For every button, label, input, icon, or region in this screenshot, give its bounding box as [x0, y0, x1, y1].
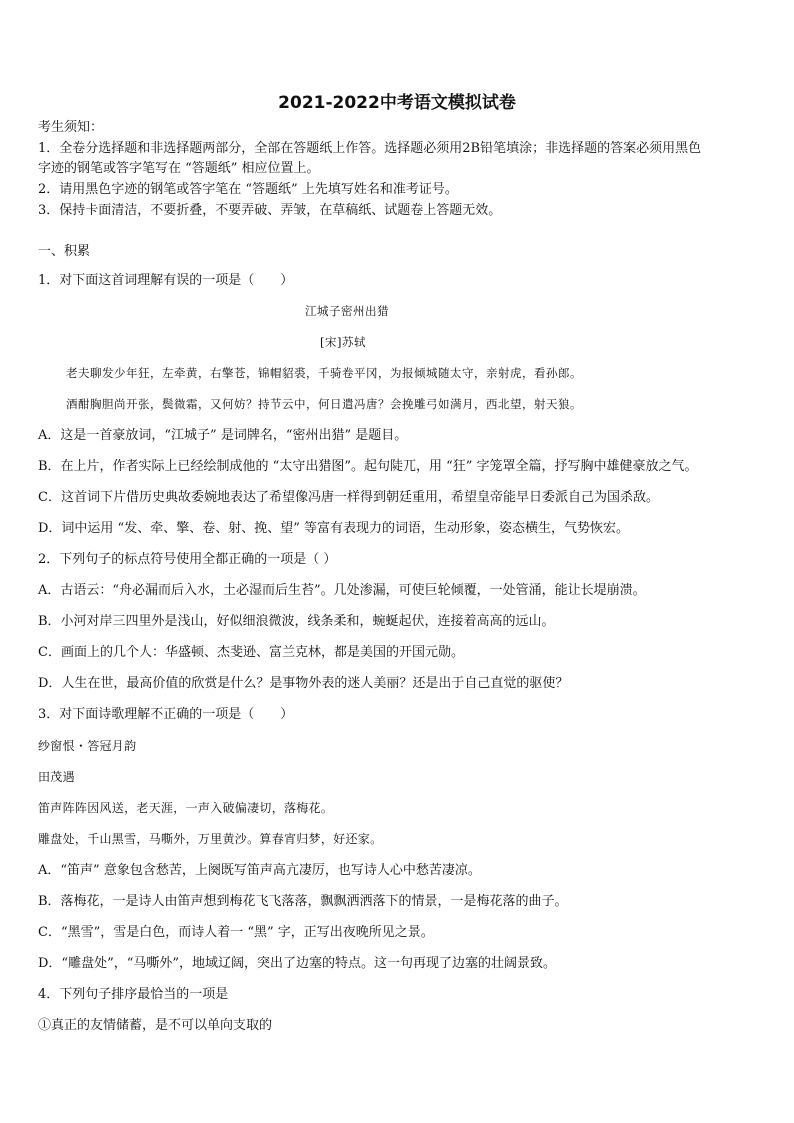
notice-item-1a: 1．全卷分选择题和非选择题两部分，全部在答题纸上作答。选择题必须用2B铅笔填涂；非选择题的答案必须用黑色 — [38, 141, 702, 156]
question-3-option-d: D．“雕盘处”，“马嘶外”，地域辽阔，突出了边塞的特点。这一句再现了边塞的壮阔景致。 — [38, 956, 557, 971]
question-1-stem: 1．对下面这首词理解有误的一项是（ ） — [38, 273, 294, 288]
question-4-item-1: ①真正的友情储蓄，是不可以单向支取的 — [38, 1018, 273, 1033]
notice-item-2: 2．请用黑色字迹的钢笔或答字笔在 “答题纸” 上先填写姓名和准考证号。 — [38, 182, 458, 197]
poem-1-title: 江城子密州出猎 — [305, 304, 389, 318]
question-1-option-d: D．词中运用 “发、牵、擎、卷、射、挽、望” 等富有表现力的词语，生动形象，姿态横生，气势恢宏。 — [38, 521, 629, 536]
question-3-option-b: B．落梅花，一是诗人由笛声想到梅花飞飞落落，飘飘洒洒落下的情景，一是梅花落的曲子。 — [38, 894, 568, 909]
question-2-option-c: C．画面上的几个人：华盛顿、杰斐逊、富兰克林，都是美国的开国元勋。 — [38, 645, 464, 660]
question-3-option-c: C．“黑雪”，雪是白色，而诗人着一 “黑” 字，正写出夜晚所见之景。 — [38, 925, 434, 940]
question-4-stem: 4．下列句子排序最恰当的一项是 — [38, 987, 229, 1002]
page-title: 2021-2022中考语文模拟试卷 — [278, 93, 516, 113]
section-heading: 一、积累 — [38, 244, 91, 259]
question-2-option-b: B．小河对岸三四里外是浅山，好似细浪微波，线条柔和，蜿蜒起伏，连接着高高的远山。 — [38, 614, 555, 629]
poem-3-line-1: 笛声阵阵因风送，老天涯，一声入破偏凄切，落梅花。 — [38, 801, 334, 815]
question-1-option-c: C．这首词下片借历史典故委婉地表达了希望像冯唐一样得到朝廷重用，希望皇帝能早日委派自己为国杀敌。 — [38, 490, 659, 505]
poem-1-author: [宋]苏轼 — [320, 335, 366, 349]
poem-1-line-1: 老夫聊发少年狂，左牵黄，右擎苍，锦帽貂裘，千骑卷平冈，为报倾城随太守，亲射虎，看孙郎。 — [66, 366, 582, 380]
question-3-stem: 3．对下面诗歌理解不正确的一项是（ ） — [38, 707, 294, 722]
question-3-option-a: A．“笛声” 意象包含愁苦，上阕既写笛声高亢凄厉，也写诗人心中愁苦凄凉。 — [38, 863, 481, 878]
poem-3-line-2: 雕盘处，千山黑雪，马嘶外，万里黄沙。算春宵归梦，好还家。 — [38, 832, 383, 846]
notice-item-3: 3．保持卡面清洁，不要折叠，不要弄破、弄皱，在草稿纸、试题卷上答题无效。 — [38, 203, 502, 218]
poem-3-author: 田茂遇 — [38, 770, 75, 784]
poem-1-line-2: 酒酣胸胆尚开张，鬓微霜，又何妨？持节云中，何日遣冯唐？会挽雕弓如满月，西北望，射天狼。 — [66, 397, 582, 411]
notice-heading: 考生须知： — [38, 120, 104, 135]
question-2-option-d: D．人生在世，最高价值的欣赏是什么？是事物外表的迷人美丽？还是出于自己直觉的驱使？ — [38, 676, 569, 691]
poem-3-title: 纱窗恨・答冠月韵 — [38, 739, 137, 753]
question-1-option-b: B．在上片，作者实际上已经绘制成他的 “太守出猎图”。起句陡兀，用 “狂” 字笼罩全篇，抒写胸中雄健豪放之气。 — [38, 459, 698, 474]
notice-item-1b: 字迹的钢笔或答字笔写在 “答题纸” 相应位置上。 — [38, 161, 320, 176]
question-2-stem: 2．下列句子的标点符号使用全都正确的一项是（ ） — [38, 552, 337, 567]
question-2-option-a: A．古语云：“舟必漏而后入水，土必湿而后生苔”。几处渗漏，可使巨轮倾覆，一处管涌，能让长堤崩溃。 — [38, 583, 646, 598]
question-1-option-a: A．这是一首豪放词，“江城子” 是词牌名，“密州出猎” 是题目。 — [38, 428, 408, 443]
